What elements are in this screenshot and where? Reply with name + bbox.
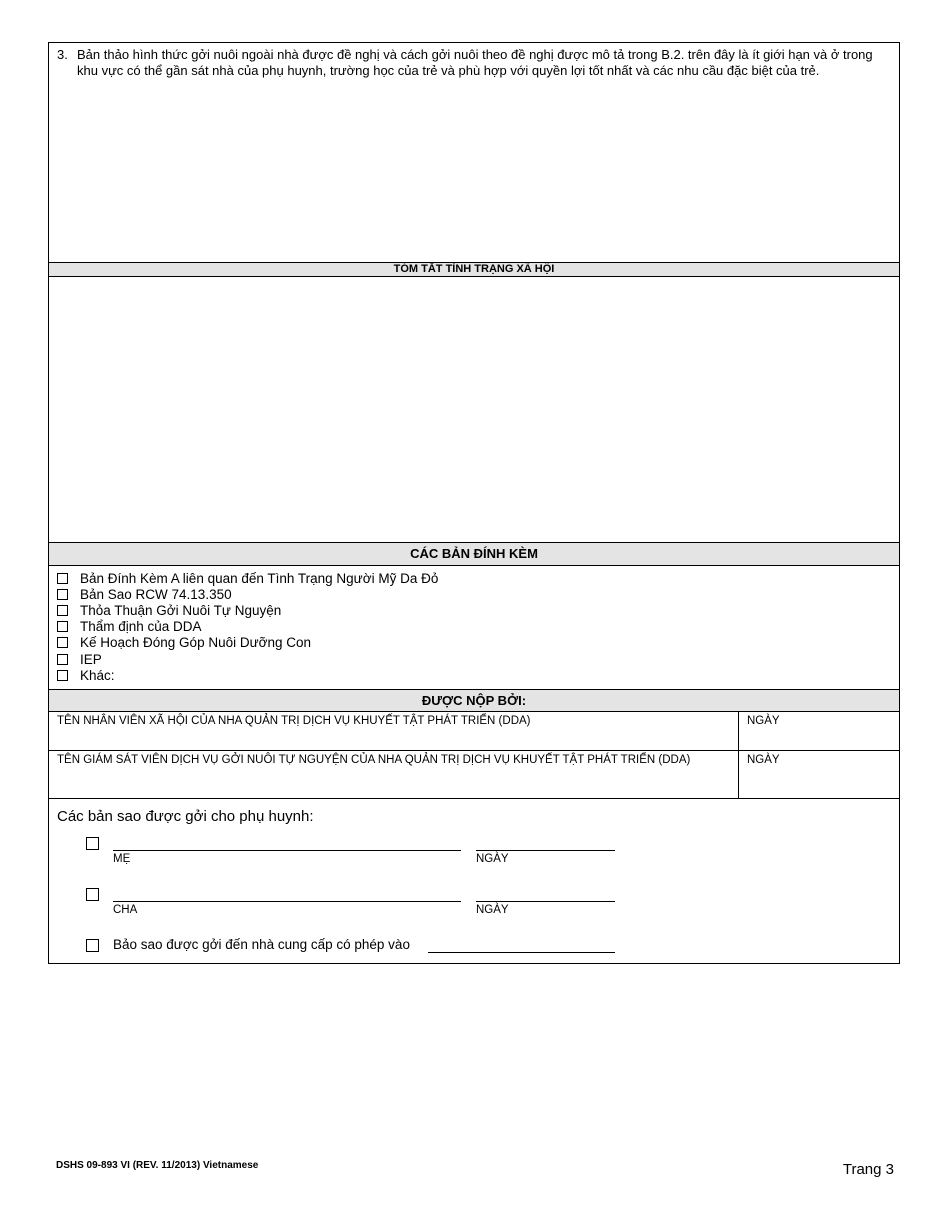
attachment-item	[57, 570, 899, 586]
form-page	[48, 42, 900, 964]
attachment-label: Bản Đính Kèm A liên quan đến Tình Trạng Người Mỹ Da Đỏ	[80, 570, 439, 586]
attachment-label: Khác:	[80, 667, 115, 683]
attachment-checkbox[interactable]	[57, 589, 68, 600]
attachment-item	[57, 667, 899, 683]
social-worker-date-field[interactable]: NGÀY	[747, 715, 780, 727]
attachment-item	[57, 635, 899, 651]
question-3-number: 3.	[57, 47, 68, 62]
submitted-by-header: ĐƯỢC NỘP BỞI:	[49, 690, 899, 712]
attachment-label: Bản Sao RCW 74.13.350	[80, 586, 232, 602]
father-label: CHA	[113, 904, 138, 916]
provider-date-line[interactable]	[428, 952, 615, 953]
supervisor-row	[49, 751, 899, 799]
social-summary-field[interactable]	[49, 277, 899, 543]
mother-copy-checkbox[interactable]	[86, 837, 99, 850]
attachment-label: Kế Hoạch Đóng Góp Nuôi Dưỡng Con	[80, 635, 312, 651]
question-3-text: Bản thảo hình thức gởi nuôi ngoài nhà được đề nghị và cách gởi nuôi theo đề nghị được mô tả trong B.2. trên đây là ít giới hạn và ở trong khu vực có thể gần sát nhà của phụ huynh, trường học của trẻ và phù hợp với quyền lợi tốt nhất và các nhu cầu đặc biệt của trẻ.	[77, 47, 873, 78]
attachment-item	[57, 602, 899, 618]
page-number: Trang 3	[842, 1161, 894, 1178]
provider-copy-text: Bảo sao được gởi đến nhà cung cấp có phép vào	[113, 937, 410, 952]
attachment-label: Thỏa Thuận Gởi Nuôi Tự Nguyện	[80, 602, 282, 618]
social-summary-header: TÓM TẮT TÌNH TRẠNG XÃ HỘI	[49, 263, 899, 277]
mother-date-label: NGÀY	[476, 853, 509, 865]
supervisor-name-field[interactable]: TÊN GIÁM SÁT VIÊN DỊCH VỤ GỞI NUÔI TỰ NGUYỆN CỦA NHA QUẢN TRỊ DỊCH VỤ KHUYẾT TẬT PHÁT TRIỂN (DDA)	[49, 751, 739, 798]
supervisor-date-field[interactable]: NGÀY	[747, 754, 780, 766]
attachment-checkbox[interactable]	[57, 605, 68, 616]
attachment-label: Thẩm định của DDA	[80, 619, 202, 635]
mother-date-line[interactable]	[476, 850, 615, 851]
attachment-item	[57, 586, 899, 602]
attachment-checkbox[interactable]	[57, 621, 68, 632]
copies-title: Các bản sao được gởi cho phụ huynh:	[57, 808, 314, 825]
father-date-label: NGÀY	[476, 904, 509, 916]
question-3-box[interactable]	[49, 43, 899, 263]
social-worker-row	[49, 712, 899, 751]
provider-copy-checkbox[interactable]	[86, 939, 99, 952]
attachment-checkbox[interactable]	[57, 654, 68, 665]
copies-section	[49, 799, 899, 963]
attachment-checkbox[interactable]	[57, 637, 68, 648]
mother-signature-line[interactable]	[113, 850, 461, 851]
attachment-label: IEP	[80, 651, 102, 667]
form-id: DSHS 09-893 VI (REV. 11/2013) Vietnamese	[56, 1160, 259, 1171]
mother-label: MẸ	[113, 853, 131, 865]
attachment-item	[57, 619, 899, 635]
attachment-item	[57, 651, 899, 667]
father-date-line[interactable]	[476, 901, 615, 902]
attachments-header: CÁC BẢN ĐÍNH KÈM	[49, 543, 899, 566]
social-worker-name-field[interactable]: TÊN NHÂN VIÊN XÃ HỘI CỦA NHA QUẢN TRỊ DỊCH VỤ KHUYẾT TẬT PHÁT TRIỂN (DDA)	[49, 712, 739, 750]
father-copy-checkbox[interactable]	[86, 888, 99, 901]
attachment-checkbox[interactable]	[57, 670, 68, 681]
attachment-checkbox[interactable]	[57, 573, 68, 584]
attachments-list	[49, 566, 899, 690]
father-signature-line[interactable]	[113, 901, 461, 902]
